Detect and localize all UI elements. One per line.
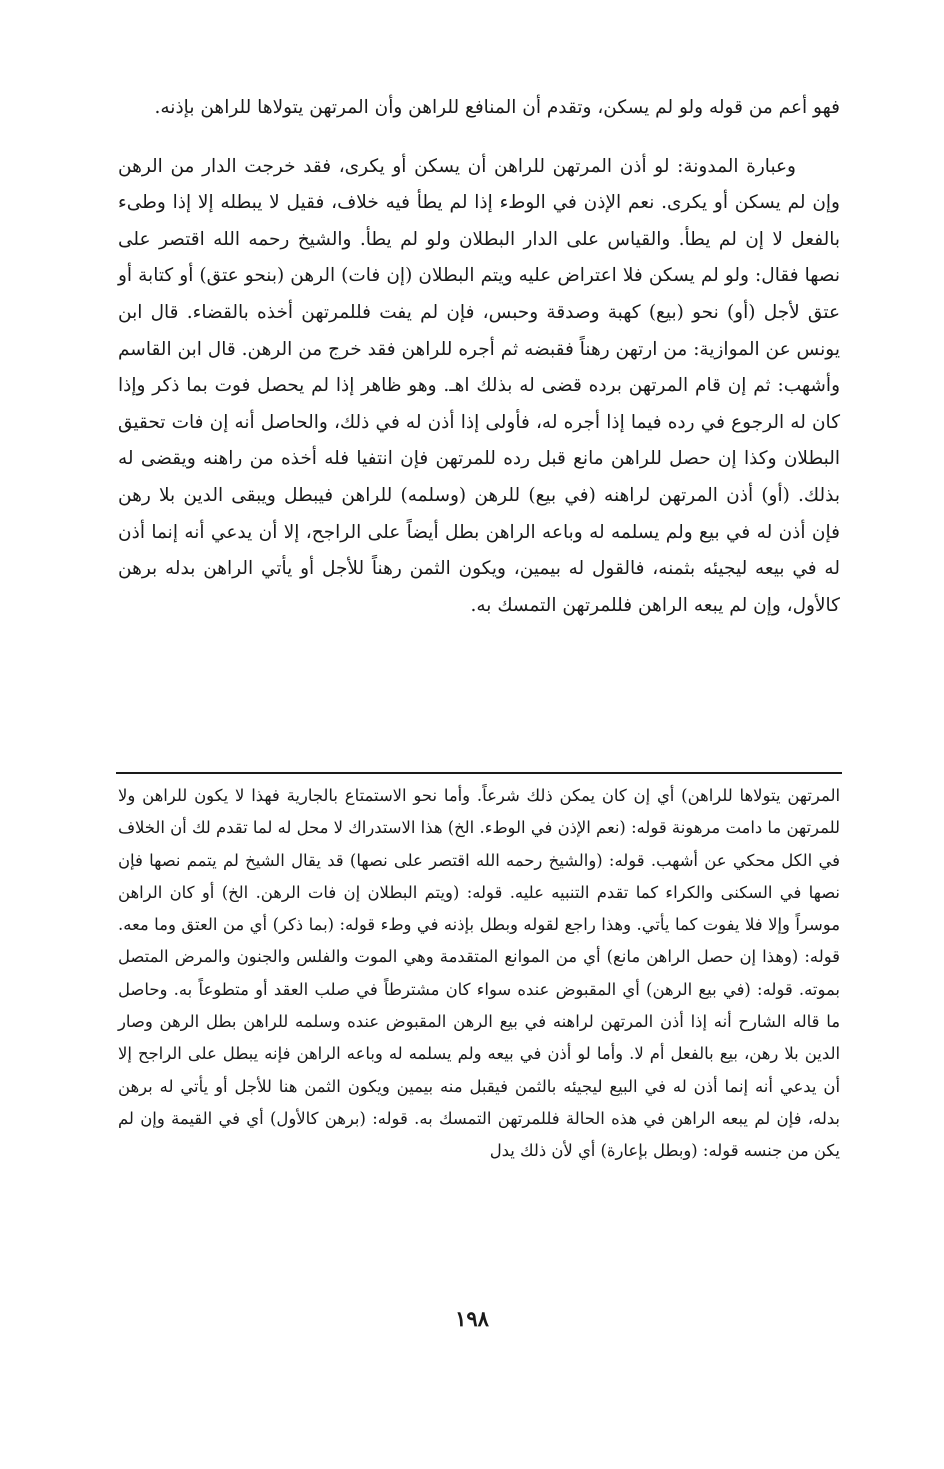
main-paragraph-2: وعبارة المدونة: لو أذن المرتهن للراهن أن يسكن أو يكرى، فقد خرجت الدار من الرهن وإن لم يسكن أو يكرى. نعم الإذن في الوطء إذا لم يطأ فيه خلاف، فقيل لا يبطله إلا إذا وطىء بالفعل لا إن لم يطأ. والقياس على الدار البطلان ولو لم يطأ. والشيخ رحمه الله اقتصر على نصها فقال: ولو لم يسكن فلا اعتراض عليه ويتم البطلان (إن فات) الرهن (بنحو عتق) أو كتابة أو عتق لأجل (أو) نحو (بيع) كهبة وصدقة وحبس، فإن لم يفت فللمرتهن أخذه بالقضاء. قال ابن يونس عن الموازية: من ارتهن رهناً فقبضه ثم أجره للراهن فقد خرج من الرهن. قال ابن القاسم وأشهب: ثم إن قام المرتهن برده قضى له بذلك اهـ. وهو ظاهر إذا لم يحصل فوت بما ذكر وإذا كان له الرجوع في رده فيما إذا أجره له، فأولى إذا أذن له في ذلك، والحاصل أنه إن فات تحقيق البطلان وكذا إن حصل للراهن مانع قبل رده للمرتهن فإن انتفيا فله أخذه من راهنه ويقضى له بذلك. (أو) أذن المرتهن لراهنه (في بيع) للرهن (وسلمه) للراهن فيبطل ويبقى الدين بلا رهن فإن أذن له في بيع ولم يسلمه له وباعه الراهن بطل أيضاً على الراجح، إلا أن يدعي أنه إنما أذن له في بيعه ليجيئه بثمنه، فالقول له بيمين، ويكون الثمن رهناً للأجل أو يأتي الراهن بدله برهن كالأول، وإن لم يبعه الراهن فللمرتهن التمسك به. — [118, 155, 840, 616]
main-paragraph-1: فهو أعم من قوله ولو لم يسكن، وتقدم أن المنافع للراهن وأن المرتهن يتولاها للراهن بإذنه. — [154, 97, 840, 118]
footnote-paragraph: المرتهن يتولاها للراهن) أي إن كان يمكن ذلك شرعاً. وأما نحو الاستمتاع بالجارية فهذا لا يكون للراهن ولا للمرتهن ما دامت مرهونة قوله: (نعم الإذن في الوطء. الخ) هذا الاستدراك لا محل له لما تقدم لك أن الخلاف في الكل محكي عن أشهب. قوله: (والشيخ رحمه الله اقتصر على نصها) قد يقال الشيخ لم يتمم نصها فإن نصها في السكنى والكراء كما تقدم التنبيه عليه. قوله: (ويتم البطلان إن فات الرهن. الخ) أو كان الراهن موسراً وإلا فلا يفوت كما يأتي. وهذا راجع لقوله وبطل بإذنه في وطء قوله: (بما ذكر) أي من العتق وما معه. قوله: (وهذا إن حصل الراهن مانع) أي من الموانع المتقدمة وهي الموت والفلس والجنون والمرض المتصل بموته. قوله: (في بيع الرهن) أي المقبوض عنده سواء كان مشترطاً في صلب العقد أو متطوعاً به. وحاصل ما قاله الشارح أنه إذا أذن المرتهن لراهنه في بيع الرهن المقبوض عنده وسلمه للراهن بطل الرهن وصار الدين بلا رهن، بيع بالفعل أم لا. وأما لو أذن في بيعه ولم يسلمه له وباعه الراهن فإنه يبطل على الراجح إلا أن يدعي أنه إنما أذن له في البيع ليجيئه بالثمن فيقبل منه بيمين ويكون الثمن هنا للأجل أو يأتي له برهن بدله، فإن لم يبعه الراهن في هذه الحالة فللمرتهن التمسك به. قوله: (برهن كالأول) أي في القيمة وإن لم يكن من جنسه قوله: (وبطل بإعارة) أي لأن ذلك يدل — [118, 786, 840, 1161]
footnote-divider — [116, 772, 842, 774]
page-number: ١٩٨ — [455, 1306, 489, 1331]
footnote-commentary — [118, 780, 840, 1168]
main-body-text — [118, 90, 840, 624]
